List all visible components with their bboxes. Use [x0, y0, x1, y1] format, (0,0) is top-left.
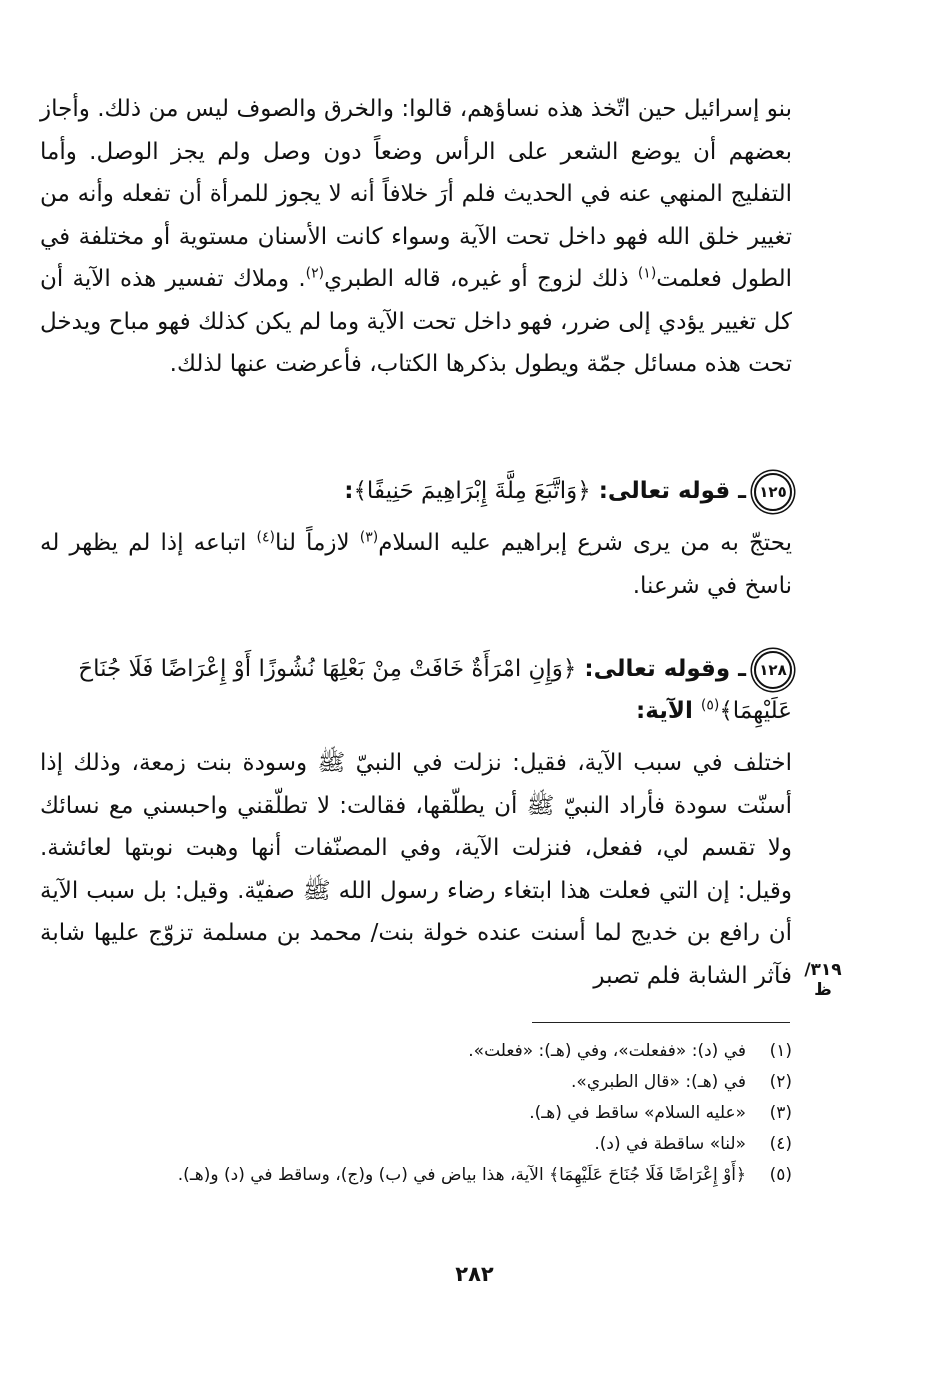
- footnote-reference-1[interactable]: (١): [637, 265, 657, 282]
- paragraph-text: اتباعه إذا لم يظهر له ناسخ في شرعنا.: [40, 530, 792, 599]
- footnote-text: في (هـ): «قال الطبري».: [571, 1072, 746, 1092]
- paragraph-text: . وملاك تفسير هذه الآية أن كل تغيير يؤدي إلى ضرر، فهو داخل تحت الآية وما لم يكن كذلك فهو مباح ويدخل تحت هذه مسائل جمّة ويطول بذكرها الكتاب، فأعرضت عنها لذلك.: [40, 266, 792, 377]
- footnote-text: «لنا» ساقطة في (د).: [594, 1134, 746, 1154]
- footnote-text: في (د): «ففعلت»، وفي (هـ): «فعلت».: [468, 1041, 746, 1061]
- footnote-number: (١): [769, 1041, 792, 1061]
- paragraph-text: لازماً لنا: [275, 530, 360, 556]
- paragraph: [40, 88, 792, 386]
- paragraph-section-2: [40, 522, 792, 607]
- verse-number-badge: ١٢٨: [754, 651, 792, 689]
- footnote-number: (٣): [769, 1103, 792, 1123]
- verse-heading-128: [40, 648, 792, 732]
- footnote-reference-4[interactable]: (٤): [256, 529, 275, 546]
- footnote-divider: [532, 1022, 790, 1023]
- heading-tail: :: [344, 478, 354, 504]
- footnotes-list: [40, 1036, 792, 1191]
- verse-number-badge: ١٢٥: [754, 473, 792, 511]
- footnote-text: «عليه السلام» ساقط في (هـ).: [529, 1103, 746, 1123]
- paragraph-text: ذلك لزوج أو غيره، قاله الطبري: [324, 266, 638, 292]
- footnote-text: ﴿أَوْ إِعْرَاضًا فَلَا جُنَاحَ عَلَيْهِمَا﴾ الآية، هذا بياض في (ب) و(ج)، وساقط في (د) و(هـ).: [177, 1165, 746, 1185]
- footnote-number: (٢): [769, 1072, 792, 1092]
- paragraph-text: يحتجّ به من يرى شرع إبراهيم عليه السلام: [378, 530, 792, 556]
- manuscript-folio-marker: ٣١٩/ظ: [804, 960, 842, 1000]
- paragraph-section-1: [40, 88, 792, 386]
- paragraph-text: بنو إسرائيل حين اتّخذ هذه نساؤهم، قالوا: والخرق والصوف ليس من ذلك. وأجاز بعضهم أن يوضع الشعر على الرأس وضعاً دون وصل ولم يجز الوصل. وأما التفليج المنهي عنه في الحديث فلم أرَ خلافاً أنه لا يجوز للمرأة أن تفعله وأنه من تغيير خلق الله فهو داخل تحت الآية وسواء كانت الأسنان مستوية أو مختلفة في الطول فعلمت: [40, 96, 792, 292]
- heading-tail: الآية:: [636, 698, 701, 724]
- quran-verse: ﴿وَإِنِ امْرَأَةٌ خَافَتْ مِنْ بَعْلِهَا نُشُوزًا أَوْ إِعْرَاضًا فَلَا جُنَاحَ عَلَيْهِمَا﴾: [78, 656, 792, 724]
- footnote-item: [40, 1036, 792, 1067]
- footnote-number: (٤): [769, 1134, 792, 1154]
- verse-heading-125: [40, 470, 792, 512]
- paragraph: اختلف في سبب الآية، فقيل: نزلت في النبيّ ﷺ وسودة بنت زمعة، وذلك إذا أسنّت سودة فأراد النبيّ ﷺ أن يطلّقها، فقالت: لا تطلّقني واحبسني مع نسائك ولا تقسم لي، ففعل، فنزلت الآية، وفي المصنّفات أنها وهبت نوبتها لعائشة. وقيل: إن التي فعلت هذا ابتغاء رضاء رسول الله ﷺ صفيّة. وقيل: بل سبب الآية أن رافع بن خديج لما أسنت عنده خولة بنت/ محمد بن مسلمة تزوّج عليها شابة فآثر الشابة فلم تصبر: [40, 750, 792, 989]
- footnote-item: [40, 1160, 792, 1191]
- page-number: ٢٨٢: [455, 1262, 494, 1286]
- heading-lead: ـ قوله تعالى:: [590, 478, 746, 504]
- footnote-reference-5[interactable]: (٥): [700, 697, 720, 714]
- quran-verse: ﴿وَاتَّبَعَ مِلَّةَ إِبْرَاهِيمَ حَنِيفًا﴾: [353, 478, 591, 504]
- footnote-item: [40, 1129, 792, 1160]
- footnote-reference-2[interactable]: (٢): [305, 265, 325, 282]
- paragraph-section-3: [40, 742, 792, 997]
- paragraph: [40, 522, 792, 607]
- footnote-item: [40, 1067, 792, 1098]
- footnote-item: [40, 1098, 792, 1129]
- heading-lead: ـ وقوله تعالى:: [576, 656, 746, 682]
- footnote-number: (٥): [769, 1165, 792, 1185]
- footnote-reference-3[interactable]: (٣): [359, 529, 379, 546]
